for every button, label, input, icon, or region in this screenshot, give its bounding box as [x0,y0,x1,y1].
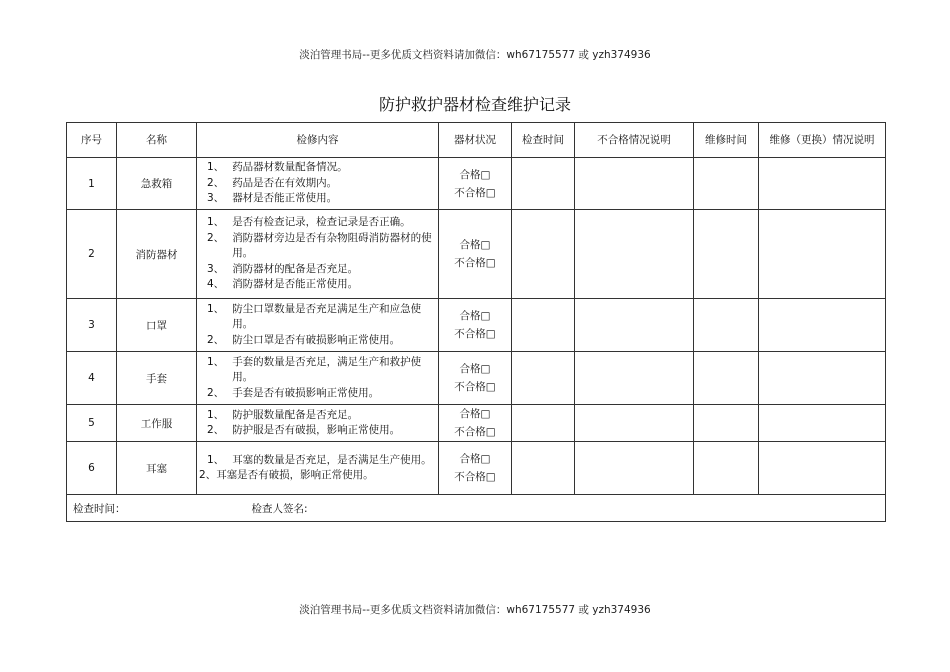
inspection-item [207,386,434,402]
inspection-content [197,442,439,495]
repair-time-cell [694,210,759,299]
inspection-item [207,262,434,278]
inspection-item [207,176,434,192]
footer-note: 淡泊管理书局--更多优质文档资料请加微信：wh67175577 或 yzh374936 [299,604,651,616]
repair-note-cell [759,442,886,495]
inspection-item-number: 3、 [207,192,225,205]
check-time-cell [512,442,575,495]
col-header-no: 序号 [67,123,117,158]
inspection-item-text: 消防器材旁边是否有杂物阻碍消防器材的使用。 [232,231,432,260]
inspection-item-text: 防尘口罩是否有破损影响正常使用。 [232,333,401,346]
inspection-item [207,408,434,424]
inspection-item [207,215,434,231]
inspection-item-text: 防尘口罩数量是否充足满足生产和应急使用。 [232,302,422,331]
col-header-content: 检修内容 [197,123,439,158]
table-row [67,405,886,442]
status-fail-checkbox[interactable]: 不合格□ [454,328,496,340]
inspection-item-number: 1、 [207,453,225,466]
inspection-item [207,277,434,293]
repair-note-cell [759,158,886,210]
inspection-item-text: 药品器材数量配备情况。 [232,161,348,174]
row-number: 4 [67,352,117,405]
repair-time-cell [694,405,759,442]
inspection-item-number: 2、 [207,231,225,244]
check-time-label: 检查时间： [73,502,126,515]
table-row [67,158,886,210]
inspection-item-number: 1、 [207,408,225,421]
inspection-item-text: 耳塞的数量是否充足，是否满足生产使用。 [232,453,432,466]
repair-time-cell [694,442,759,495]
defect-note-cell [575,352,694,405]
status-pass-checkbox[interactable]: 合格□ [459,239,491,251]
repair-time-cell [694,299,759,352]
inspection-item-text: 消防器材的配备是否充足。 [232,262,359,275]
equipment-name: 急救箱 [117,158,197,210]
status-pass-checkbox[interactable]: 合格□ [459,453,491,465]
defect-note-cell [575,299,694,352]
equipment-status [439,442,512,495]
status-fail-checkbox[interactable]: 不合格□ [454,471,496,483]
row-number: 3 [67,299,117,352]
inspection-item-number: 2、 [199,469,217,481]
inspection-item-text: 消防器材是否能正常使用。 [232,278,359,291]
inspection-content [197,352,439,405]
col-header-defect-note: 不合格情况说明 [575,123,694,158]
defect-note-cell [575,210,694,299]
inspector-signature-label: 检查人签名: [251,502,308,515]
check-time-cell [512,299,575,352]
row-number: 1 [67,158,117,210]
repair-time-cell [694,352,759,405]
inspection-content [197,405,439,442]
signature-row [67,495,886,522]
row-number: 6 [67,442,117,495]
status-fail-checkbox[interactable]: 不合格□ [454,381,496,393]
inspection-item-text: 手套的数量是否充足，满足生产和救护使用。 [232,355,422,384]
inspection-item-number: 2、 [207,424,225,436]
equipment-name: 手套 [117,352,197,405]
inspection-item-number: 1、 [207,355,225,368]
inspection-record-table [66,122,886,522]
inspection-item [207,160,434,176]
defect-note-cell [575,405,694,442]
inspection-item-text: 手套是否有破损影响正常使用。 [232,386,380,399]
inspection-item-number: 1、 [207,302,225,315]
inspection-item-number: 4、 [207,278,225,291]
inspection-item-text: 药品是否在有效期内。 [232,176,338,189]
inspection-item [207,191,434,207]
inspection-item [199,468,434,484]
inspection-item-text: 器材是否能正常使用。 [232,192,338,205]
equipment-status [439,405,512,442]
defect-note-cell [575,158,694,210]
equipment-name: 口罩 [117,299,197,352]
repair-note-cell [759,352,886,405]
status-fail-checkbox[interactable]: 不合格□ [454,186,496,199]
status-pass-checkbox[interactable]: 合格□ [459,408,491,420]
inspection-item-number: 2、 [207,176,225,189]
inspection-content [197,299,439,352]
inspection-item-number: 2、 [207,333,225,346]
equipment-status [439,299,512,352]
inspection-item [207,453,434,469]
defect-note-cell [575,442,694,495]
table-row [67,352,886,405]
table-row [67,210,886,299]
check-time-cell [512,352,575,405]
table-row [67,299,886,352]
inspection-item-number: 2、 [207,386,225,399]
status-fail-checkbox[interactable]: 不合格□ [454,257,496,269]
check-time-cell [512,210,575,299]
inspection-content [197,210,439,299]
inspection-item-text: 防护服是否有破损，影响正常使用。 [232,424,401,436]
status-fail-checkbox[interactable]: 不合格□ [454,426,496,438]
table-row [67,442,886,495]
inspection-item-text: 耳塞是否有破损，影响正常使用。 [216,469,374,481]
inspection-item [207,423,434,439]
inspection-item [207,231,434,262]
equipment-status [439,158,512,210]
repair-note-cell [759,210,886,299]
check-time-cell [512,158,575,210]
col-header-repair-time: 维修时间 [694,123,759,158]
equipment-name: 耳塞 [117,442,197,495]
equipment-status [439,352,512,405]
col-header-check-time: 检查时间 [512,123,575,158]
equipment-name: 消防器材 [117,210,197,299]
row-number: 2 [67,210,117,299]
repair-time-cell [694,158,759,210]
inspection-content [197,158,439,210]
col-header-repair-note: 维修（更换）情况说明 [759,123,886,158]
check-time-cell [512,405,575,442]
col-header-status: 器材状况 [439,123,512,158]
inspection-item [207,355,434,386]
equipment-name: 工作服 [117,405,197,442]
page-title: 防护救护器材检查维护记录 [378,95,571,114]
inspection-item [207,333,434,349]
row-number: 5 [67,405,117,442]
repair-note-cell [759,405,886,442]
equipment-status [439,210,512,299]
header-note: 淡泊管理书局--更多优质文档资料请加微信：wh67175577 或 yzh374936 [299,49,651,61]
inspection-item-text: 是否有检查记录，检查记录是否正确。 [232,216,411,229]
inspection-item-number: 1、 [207,161,225,174]
inspection-item-text: 防护服数量配备是否充足。 [232,408,359,421]
inspection-item-number: 1、 [207,216,225,229]
status-pass-checkbox[interactable]: 合格□ [459,310,491,322]
repair-note-cell [759,299,886,352]
status-pass-checkbox[interactable]: 合格□ [459,363,491,375]
status-pass-checkbox[interactable]: 合格□ [459,168,491,181]
inspection-item-number: 3、 [207,262,225,275]
col-header-name: 名称 [117,123,197,158]
inspection-item [207,302,434,333]
